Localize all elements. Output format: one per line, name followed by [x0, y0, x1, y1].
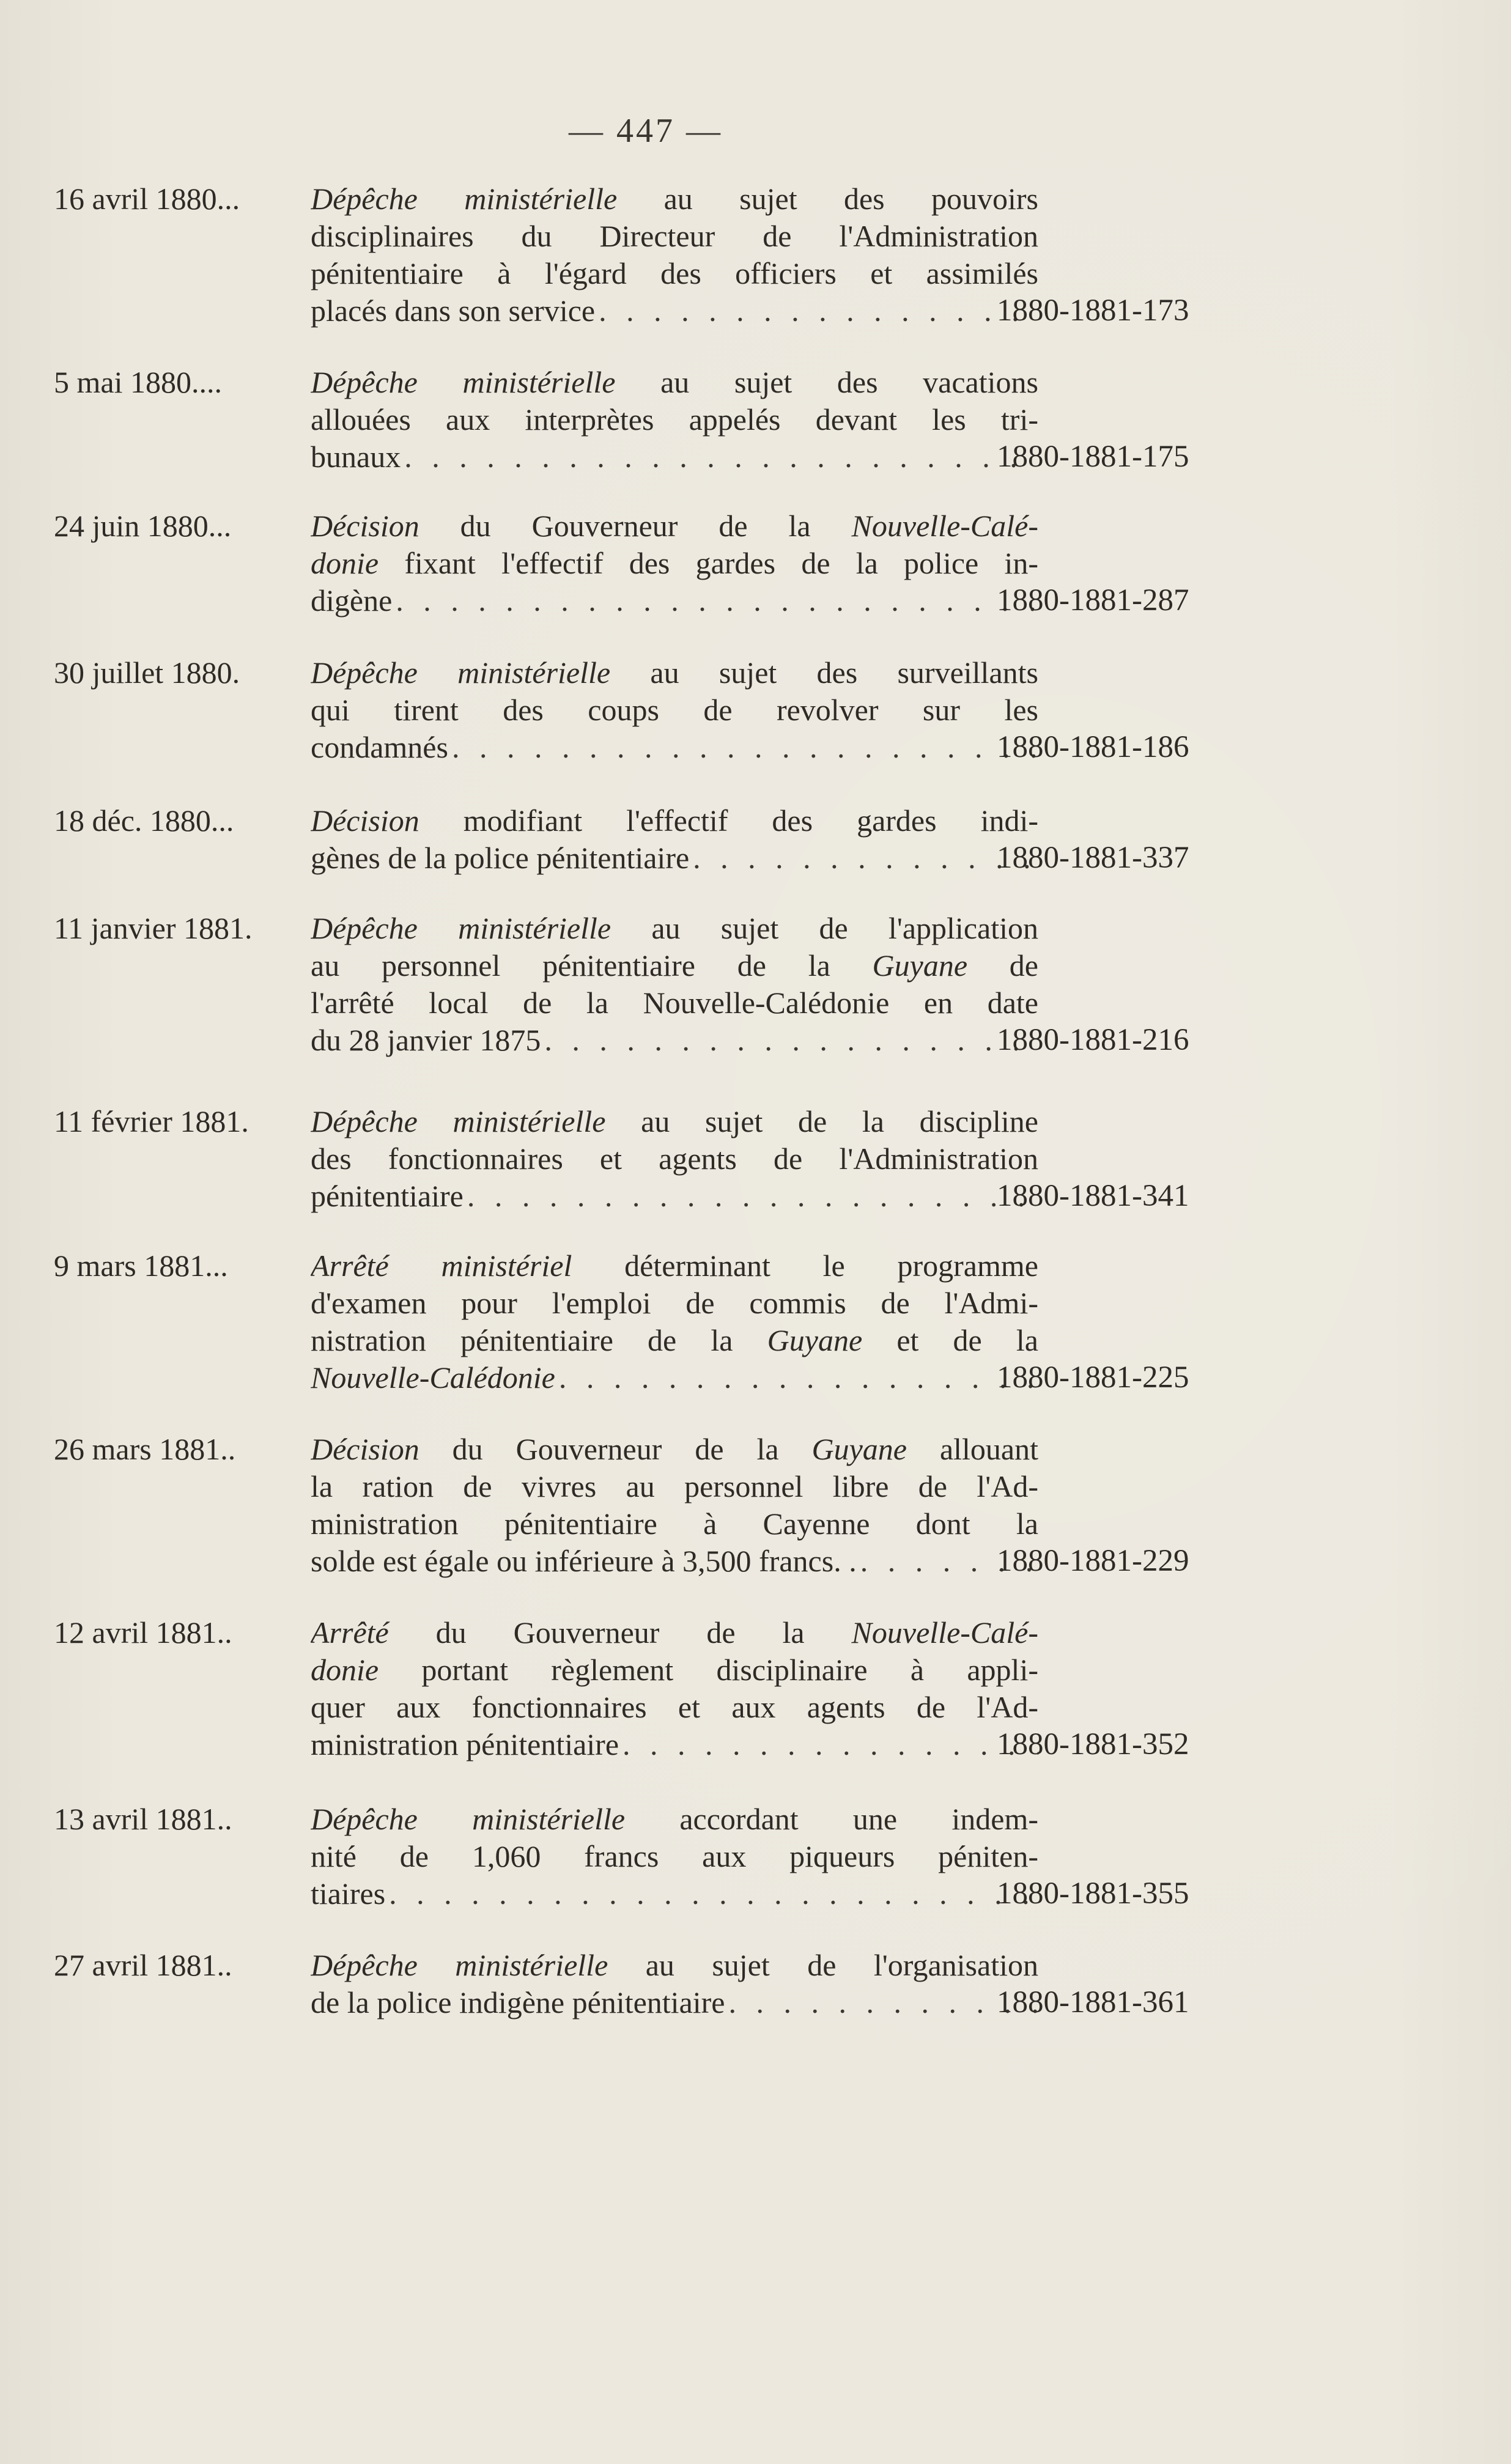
title-italic: Dépêche ministérielle [311, 182, 618, 216]
line-text: du Gouverneur de la [419, 509, 852, 543]
entry-body [311, 180, 1038, 330]
line-text: fixant l'effectif des gardes de la police in- [379, 546, 1038, 580]
place-italic: Nouvelle-Calé- [851, 1615, 1038, 1650]
entry-reference: 1880-1881-341 [997, 1179, 1189, 1213]
dot-leader [389, 1875, 1038, 1913]
line-text: du Gouverneur de la [388, 1615, 852, 1650]
entry-line [311, 1947, 1038, 1984]
title-italic: donie [311, 546, 379, 580]
line-text: gènes de la police pénitentiaire [311, 841, 690, 875]
dot-leader [559, 1359, 1038, 1396]
entry-last-line [311, 582, 1038, 619]
line-text: condamnés [311, 730, 448, 764]
line-text: tiaires [311, 1876, 386, 1911]
entry-body [311, 1947, 1038, 2021]
entry-reference: 1880-1881-216 [997, 1023, 1189, 1057]
line-text: quer aux fonctionnaires et aux agents de l'Ad- [311, 1690, 1038, 1724]
entry-line [311, 545, 1038, 582]
entry-body [311, 802, 1038, 877]
line-text: au sujet des pouvoirs [617, 182, 1038, 216]
entry-date: 13 avril 1881.. [54, 1802, 232, 1836]
line-text: d'examen pour l'emploi de commis de l'Admi- [311, 1286, 1038, 1320]
entry-body [311, 507, 1038, 619]
dot-leader [452, 729, 1038, 766]
line-text: au sujet de l'application [611, 911, 1038, 945]
entry-line-text [311, 729, 448, 766]
dot-leader [693, 839, 1038, 877]
entry-reference: 1880-1881-225 [997, 1360, 1189, 1395]
title-italic: Dépêche ministérielle [311, 655, 611, 690]
entry-last-line [311, 292, 1038, 330]
entry-last-line [311, 1984, 1038, 2021]
line-text: l'arrêté local de la Nouvelle-Calédonie en date [311, 986, 1038, 1020]
line-text: de [967, 948, 1038, 983]
place-italic: Guyane [811, 1432, 907, 1466]
entry-line [311, 1285, 1038, 1322]
entry-line-text [311, 1178, 464, 1215]
entry-date: 12 avril 1881.. [54, 1615, 232, 1650]
title-italic: Dépêche ministérielle [311, 1104, 606, 1138]
line-text: disciplinaires du Directeur de l'Administration [311, 219, 1038, 253]
line-text: au sujet de la discipline [605, 1104, 1038, 1138]
title-italic: Arrêté ministériel [311, 1249, 572, 1283]
entry-body [311, 1103, 1038, 1215]
entry-line-text [311, 1359, 555, 1396]
entry-reference: 1880-1881-355 [997, 1876, 1189, 1911]
entry-last-line [311, 729, 1038, 766]
entry-line [311, 1322, 1038, 1359]
line-text: du Gouverneur de la [419, 1432, 812, 1466]
entry-date: 18 déc. 1880... [54, 803, 234, 838]
line-text: digène [311, 583, 393, 618]
line-text: au sujet des surveillants [610, 655, 1038, 690]
entry-date: 16 avril 1880... [54, 182, 240, 216]
entry-body [311, 1247, 1038, 1396]
line-text: solde est égale ou inférieure à 3,500 francs. . [311, 1544, 857, 1578]
entry-line [311, 1614, 1038, 1651]
line-text: déterminant le programme [572, 1249, 1038, 1283]
title-italic: Dépêche ministérielle [311, 911, 611, 945]
entry-last-line [311, 1022, 1038, 1059]
entry-line [311, 692, 1038, 729]
dot-leader [396, 582, 1038, 619]
line-text: au sujet des vacations [615, 365, 1038, 399]
entry-line-text [311, 1875, 385, 1913]
dot-leader [599, 292, 1038, 330]
dot-leader [467, 1178, 1038, 1215]
entry-body [311, 654, 1038, 766]
entry-line [311, 802, 1038, 839]
entry-line-text [311, 1022, 541, 1059]
line-text: bunaux [311, 440, 401, 474]
entry-reference: 1880-1881-173 [997, 293, 1189, 328]
entry-line-text [311, 1984, 725, 2021]
entry-line [311, 947, 1038, 984]
line-text: allouant [907, 1432, 1038, 1466]
line-text: du 28 janvier 1875 [311, 1023, 541, 1057]
title-italic: Arrêté [311, 1615, 389, 1650]
title-italic: Dépêche ministérielle [311, 1802, 626, 1836]
line-text: modifiant l'effectif des gardes indi- [419, 803, 1038, 838]
place-italic: Guyane [767, 1323, 863, 1357]
dot-leader [623, 1726, 1038, 1763]
line-text: des fonctionnaires et agents de l'Administration [311, 1142, 1038, 1176]
entry-line-text [311, 1726, 619, 1763]
entry-last-line [311, 1875, 1038, 1913]
place-italic: Guyane [872, 948, 968, 983]
entry-body [311, 364, 1038, 476]
entry-line [311, 1838, 1038, 1875]
entry-date: 27 avril 1881.. [54, 1948, 232, 1982]
entry-reference: 1880-1881-175 [997, 440, 1189, 474]
title-italic: Décision [311, 803, 419, 838]
entry-reference: 1880-1881-337 [997, 841, 1189, 875]
line-text: nistration pénitentiaire de la [311, 1323, 767, 1357]
entry-line-text [311, 438, 401, 476]
line-text: la ration de vivres au personnel libre de l'Ad- [311, 1469, 1038, 1503]
line-text: pénitentiaire [311, 1179, 464, 1213]
line-text: qui tirent des coups de revolver sur les [311, 693, 1038, 727]
entry-body [311, 910, 1038, 1059]
entry-reference: 1880-1881-186 [997, 730, 1189, 764]
title-italic: Dépêche ministérielle [311, 1948, 608, 1982]
entry-line [311, 1103, 1038, 1140]
entry-line [311, 1468, 1038, 1505]
entry-line [311, 910, 1038, 947]
entry-line-text [311, 292, 595, 330]
title-italic: donie [311, 1653, 379, 1687]
title-italic: Nouvelle-Calédonie [311, 1360, 555, 1395]
line-text: allouées aux interprètes appelés devant les tri- [311, 402, 1038, 437]
line-text: et de la [862, 1323, 1038, 1357]
entry-line [311, 255, 1038, 292]
line-text: ministration pénitentiaire [311, 1727, 619, 1761]
dot-leader [729, 1984, 1039, 2021]
entry-line [311, 180, 1038, 218]
entry-body [311, 1801, 1038, 1913]
line-text: de la police indigène pénitentiaire [311, 1985, 725, 2020]
entry-date: 26 mars 1881.. [54, 1432, 236, 1466]
line-text: ministration pénitentiaire à Cayenne dont la [311, 1507, 1038, 1541]
entry-line-text [311, 582, 392, 619]
entry-date: 30 juillet 1880. [54, 655, 240, 690]
entry-line [311, 1689, 1038, 1726]
entry-reference: 1880-1881-287 [997, 583, 1189, 618]
entry-line [311, 1801, 1038, 1838]
entry-last-line [311, 1543, 1038, 1580]
dot-leader [404, 438, 1038, 476]
entry-reference: 1880-1881-229 [997, 1544, 1189, 1578]
entry-last-line [311, 1359, 1038, 1396]
entry-line-text [311, 1543, 857, 1580]
entry-date: 11 janvier 1881. [54, 911, 253, 945]
entry-line-text [311, 839, 689, 877]
place-italic: Nouvelle-Calé- [851, 509, 1038, 543]
line-text: accordant une indem- [625, 1802, 1038, 1836]
entry-reference: 1880-1881-361 [997, 1985, 1189, 2020]
line-text: au personnel pénitentiaire de la [311, 948, 873, 983]
line-text: pénitentiaire à l'égard des officiers et assimilés [311, 256, 1038, 290]
entry-last-line [311, 438, 1038, 476]
title-italic: Décision [311, 509, 419, 543]
entry-body [311, 1614, 1038, 1763]
dot-leader [544, 1022, 1038, 1059]
entry-line [311, 401, 1038, 438]
entry-reference: 1880-1881-352 [997, 1727, 1189, 1761]
entry-line [311, 364, 1038, 401]
entry-last-line [311, 1178, 1038, 1215]
entry-line [311, 218, 1038, 255]
title-italic: Dépêche ministérielle [311, 365, 616, 399]
entry-line [311, 1140, 1038, 1178]
entry-date: 5 mai 1880.... [54, 365, 222, 399]
entry-line [311, 654, 1038, 692]
entry-last-line [311, 839, 1038, 877]
entry-line [311, 1651, 1038, 1689]
title-italic: Décision [311, 1432, 419, 1466]
line-text: portant règlement disciplinaire à appli- [379, 1653, 1038, 1687]
entry-line [311, 507, 1038, 545]
entry-line [311, 1247, 1038, 1285]
line-text: nité de 1,060 francs aux piqueurs péniten- [311, 1839, 1038, 1873]
entry-line [311, 1431, 1038, 1468]
entry-date: 9 mars 1881... [54, 1249, 228, 1283]
entry-body [311, 1431, 1038, 1580]
entry-line [311, 1505, 1038, 1543]
line-text: au sujet de l'organisation [608, 1948, 1038, 1982]
page-number: — 447 — [569, 112, 723, 150]
entry-date: 24 juin 1880... [54, 509, 232, 543]
line-text: placés dans son service [311, 293, 596, 328]
entry-line [311, 984, 1038, 1022]
entry-last-line [311, 1726, 1038, 1763]
entry-date: 11 février 1881. [54, 1104, 249, 1138]
